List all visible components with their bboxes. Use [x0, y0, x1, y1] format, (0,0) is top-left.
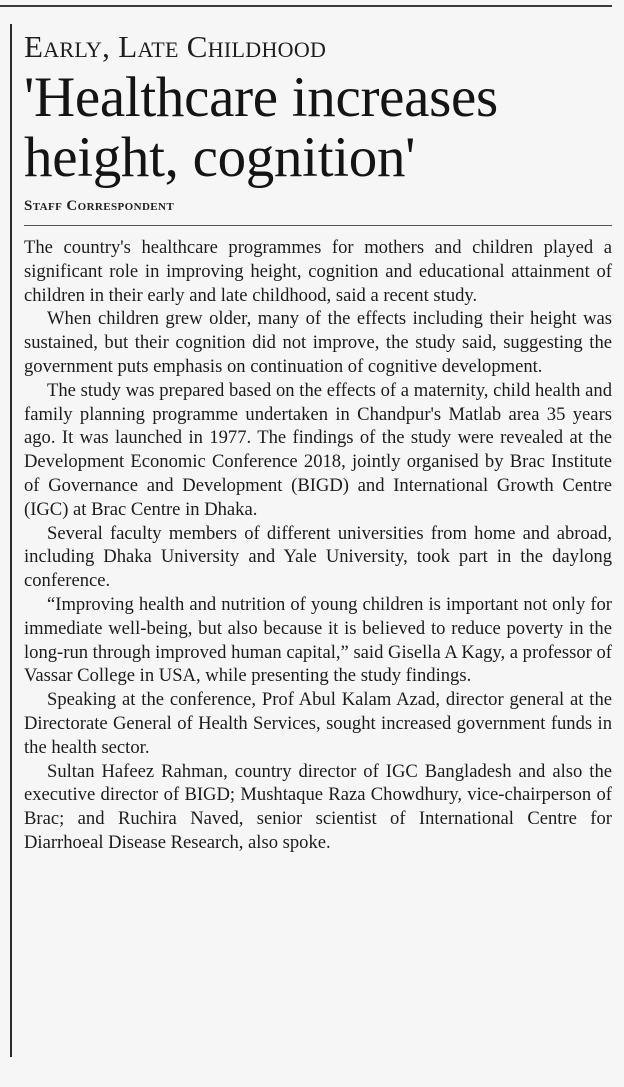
left-column-rule	[10, 24, 12, 1057]
body-paragraph: When children grew older, many of the effects including their height was sustained, but their cognition did not improve, the study said, suggesting the government puts emphasis on continuation of cognitive development.	[24, 308, 612, 377]
body-paragraph: Speaking at the conference, Prof Abul Kalam Azad, director general at the Directorate General of Health Services, sought increased government funds in the health sector.	[24, 689, 612, 758]
article-kicker: Early, Late Childhood	[24, 29, 327, 64]
body-paragraph: Sultan Hafeez Rahman, country director of IGC Bangladesh and also the executive director of BIGD; Mushtaque Raza Chowdhury, vice-chairperson of Brac; and Ruchira Naved, senior scientist of International Centre for Diarrhoeal Disease Research, also spoke.	[24, 760, 612, 853]
article	[24, 28, 612, 855]
byline-divider	[24, 225, 612, 226]
body-paragraph: “Improving health and nutrition of young children is important not only for immediate well-being, but also because it is believed to reduce poverty in the long-run through improved human capital,” said Gisella A Kagy, a professor of Vassar College in USA, while presenting the study findings.	[24, 593, 612, 687]
article-headline: 'Healthcare increases height, cognition'	[24, 66, 498, 189]
body-paragraph: Several faculty members of different universities from home and abroad, including Dhaka University and Yale University, took part in the daylong conference.	[24, 522, 612, 592]
body-paragraph: The country's healthcare programmes for mothers and children played a significant role in improving height, cognition and educational attainment of children in their early and late childhood, said a recent study.	[24, 237, 612, 306]
article-byline: Staff Correspondent	[24, 198, 175, 214]
body-paragraph: The study was prepared based on the effects of a maternity, child health and family planning programme undertaken in Chandpur's Matlab area 35 years ago. It was launched in 1977. The findings of the study were revealed at the Development Economic Conference 2018, jointly organised by Brac Institute of Governance and Development (BIGD) and International Growth Centre (IGC) at Brac Centre in Dhaka.	[24, 379, 612, 520]
top-border-rule	[0, 5, 612, 7]
article-body	[24, 236, 612, 855]
